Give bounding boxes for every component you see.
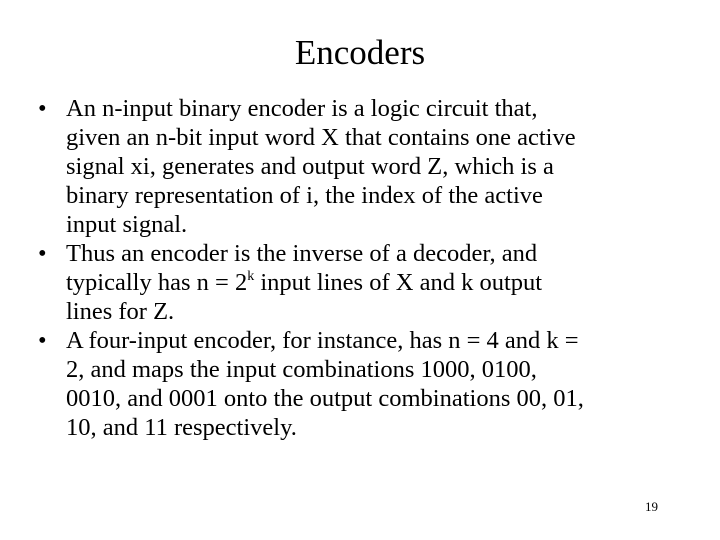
bullet-item-1	[38, 94, 678, 239]
page-number: 19	[645, 499, 658, 514]
bullet-text: input lines of X and k output	[254, 269, 543, 296]
bullet-line: given an n-bit input word X that contains one active	[66, 124, 576, 151]
bullet-text: typically has n = 2	[66, 269, 248, 296]
bullet-line-with-superscript	[66, 268, 678, 297]
bullet-icon: •	[38, 240, 47, 267]
bullet-icon: •	[38, 95, 47, 122]
bullet-line: 10, and 11 respectively.	[66, 414, 297, 441]
bullet-list	[38, 94, 678, 442]
bullet-line: lines for Z.	[66, 298, 175, 325]
bullet-line: A four-input encoder, for instance, has n = 4 and k =	[66, 327, 579, 354]
bullet-item-3	[38, 326, 678, 442]
bullet-line: input signal.	[66, 211, 188, 238]
bullet-line: binary representation of i, the index of the active	[66, 182, 543, 209]
bullet-line: An n-input binary encoder is a logic circuit that,	[66, 95, 538, 122]
bullet-line: 0010, and 0001 onto the output combinations 00, 01,	[66, 385, 584, 412]
superscript-k: k	[247, 269, 255, 284]
bullet-item-2	[38, 239, 678, 326]
bullet-line: Thus an encoder is the inverse of a decoder, and	[66, 240, 538, 267]
bullet-icon: •	[38, 327, 47, 354]
slide-title: Encoders	[294, 33, 426, 72]
bullet-line: 2, and maps the input combinations 1000, 0100,	[66, 356, 537, 383]
bullet-line: signal xi, generates and output word Z, which is a	[66, 153, 554, 180]
